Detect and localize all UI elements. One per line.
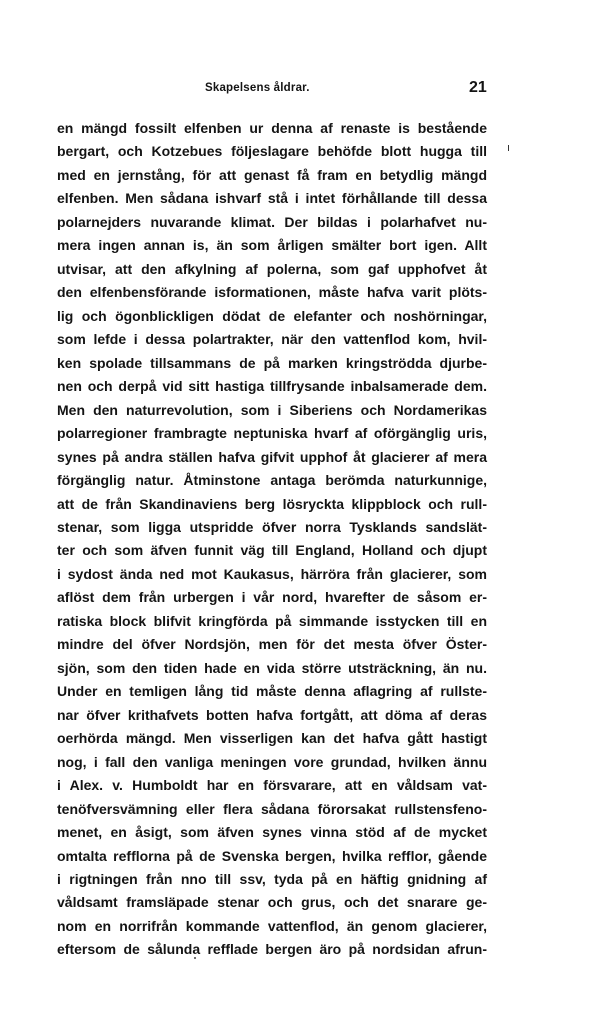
text-line: aflöst dem från urbergen i vår nord, hvarefter de såsom er- [57, 589, 487, 606]
text-line: polarregioner frambragte neptuniska hvarf af oförgänglig uris, [57, 425, 487, 442]
text-line: mindre del öfver Nordsjön, men för det mesta öfver Öster- [57, 636, 487, 653]
text-line: nog, i fall den vanliga meningen vore grundad, hvilken ännu [57, 753, 487, 770]
text-line: som lefde i dessa polartrakter, när den vattenflod kom, hvil- [57, 331, 487, 348]
text-line: att de från Skandinaviens berg lösryckta klippblock och rull- [57, 495, 487, 512]
running-head [0, 79, 616, 102]
text-line: mera ingen annan is, än som årligen smälter bort igen. Allt [57, 237, 487, 254]
text-line: ken spolade tillsammans de på marken kringströdda djurbe- [57, 354, 487, 371]
running-head-title: Skapelsens åldrar. [205, 82, 310, 94]
text-line: ratiska block blifvit kringförda på simmande isstycken till en [57, 612, 487, 629]
text-line: den elfenbensförande isformationen, måste hafva varit plöts- [57, 284, 487, 301]
page-number: 21 [469, 79, 487, 96]
text-line: polarnejders nuvarande klimat. Der bildas i polarhafvet nu- [57, 213, 487, 230]
text-line: i Alex. v. Humboldt har en försvarare, att en våldsam vat- [57, 777, 487, 794]
text-line: med en jernstång, för att genast få fram en betydlig mängd [57, 166, 487, 183]
text-line: Men den naturrevolution, som i Siberiens och Nordamerikas [57, 401, 487, 418]
text-line: nen och derpå vid sitt hastiga tillfrysande inbalsamerade dem. [57, 378, 487, 395]
text-line: sjön, som den tiden hade en vida större utsträckning, än nu. [57, 659, 487, 676]
text-line: ter och som äfven funnit väg till England, Holland och djupt [57, 542, 487, 559]
text-line: nom en norrifrån kommande vattenflod, än genom glacierer, [57, 917, 487, 934]
text-line: oerhörda mängd. Men visserligen kan det hafva gått hastigt [57, 730, 487, 747]
text-line: synes på andra ställen hafva gifvit upphof åt glacierer af mera [57, 448, 487, 465]
margin-mark [508, 145, 509, 151]
text-line: eftersom de sålunda refflade bergen äro på nordsidan afrun- [57, 941, 487, 958]
text-line: Under en temligen lång tid måste denna aflagring af rullste- [57, 683, 487, 700]
body-text [57, 117, 487, 962]
text-line: stenar, som ligga utspridde öfver norra Tysklands sandslät- [57, 518, 487, 535]
paper-speck [194, 957, 196, 959]
text-line: förgänglig natur. Åtminstone antaga berömda naturkunnige, [57, 472, 487, 489]
text-line: en mängd fossilt elfenben ur denna af renaste is bestående [57, 120, 487, 136]
text-line: omtalta refflorna på de Svenska bergen, hvilka refflor, gående [57, 847, 487, 864]
text-line: bergart, och Kotzebues följeslagare behöfde blott hugga till [57, 143, 487, 160]
text-line: i rigtningen från nno till ssv, tyda på en häftig gnidning af [57, 871, 487, 887]
text-line: menet, en åsigt, som äfven synes vinna stöd af de mycket [57, 824, 487, 841]
text-line: tenöfversvämning eller flera sådana förorsakat rullstensfeno- [57, 800, 487, 817]
text-line: nar öfver krithafvets botten hafva fortgått, att döma af deras [57, 706, 487, 723]
text-line: i sydost ända ned mot Kaukasus, härröra från glacierer, som [57, 565, 487, 582]
text-line: lig och ögonblickligen dödat de elefanter och noshörningar, [57, 307, 487, 324]
text-line: elfenben. Men sådana ishvarf stå i intet förhållande till dessa [57, 190, 487, 207]
text-line: våldsamt framsläpade stenar och grus, och det snarare ge- [57, 894, 487, 911]
text-line: utvisar, att den afkylning af polerna, som gaf upphofvet åt [57, 260, 487, 277]
